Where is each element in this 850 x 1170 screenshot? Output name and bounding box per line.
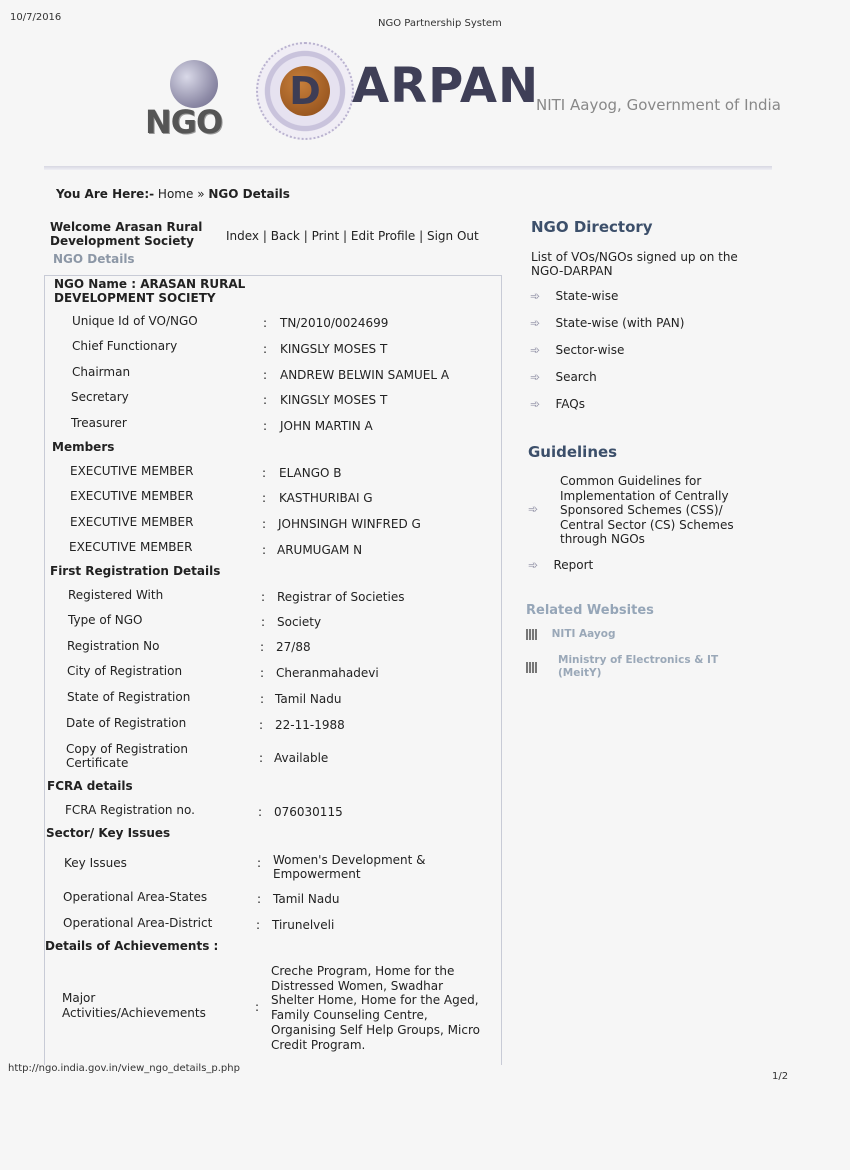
directory-item-state-wise-pan[interactable] (530, 316, 684, 330)
registration-label: Registered With (68, 588, 164, 602)
breadcrumb-current: NGO Details (208, 187, 290, 201)
members-heading: Members (52, 440, 115, 454)
related-link-meity[interactable]: Ministry of Electronics & IT (MeitY) (558, 654, 719, 679)
fcra-label: FCRA Registration no. (65, 803, 195, 817)
print-date: 10/7/2016 (10, 12, 62, 23)
sector-value: Women's Development & Empowerment (273, 853, 426, 881)
qr-icon (526, 629, 537, 640)
member-label: EXECUTIVE MEMBER (70, 515, 194, 529)
guidelines-item-label[interactable]: Report (553, 558, 594, 572)
related-websites-title: Related Websites (526, 603, 654, 618)
row-colon: : (263, 342, 268, 356)
sign-out-link[interactable]: Sign Out (426, 229, 479, 243)
page-number: 1/2 (772, 1071, 789, 1082)
official-value: TN/2010/0024699 (280, 316, 389, 330)
registration-value: Society (277, 615, 322, 629)
row-colon: : (262, 517, 267, 531)
directory-description: List of VOs/NGOs signed up on the NGO-DARPAN (531, 250, 738, 278)
arrow-icon: ➾ (530, 343, 541, 357)
page-url: http://ngo.india.gov.in/view_ngo_details_p.php (8, 1063, 240, 1074)
directory-item-label[interactable]: Search (555, 370, 597, 384)
related-link-label[interactable]: NITI Aayog (551, 628, 616, 640)
member-value: KASTHURIBAI G (279, 491, 373, 505)
official-label: Treasurer (71, 416, 127, 430)
registration-label: Date of Registration (66, 716, 187, 730)
row-colon: : (257, 856, 262, 870)
arrow-icon: ➾ (530, 316, 541, 330)
row-colon: : (255, 1000, 260, 1014)
breadcrumb (56, 187, 290, 201)
member-label: EXECUTIVE MEMBER (69, 540, 193, 554)
darpan-logo-text: ARPAN (352, 58, 540, 114)
registration-label: Copy of Registration Certificate (66, 742, 188, 770)
directory-item-label[interactable]: State-wise (555, 289, 619, 303)
top-links (226, 229, 479, 243)
directory-item-label[interactable]: Sector-wise (555, 343, 625, 357)
official-value: KINGSLY MOSES T (280, 393, 388, 407)
registration-value: Available (274, 751, 329, 765)
official-value: JOHN MARTIN A (280, 419, 373, 433)
registration-label: Type of NGO (68, 613, 143, 627)
row-colon: : (259, 751, 264, 765)
registration-value: 27/88 (276, 640, 311, 654)
directory-title: NGO Directory (531, 218, 653, 236)
official-label: Unique Id of VO/NGO (72, 314, 198, 328)
darpan-emblem (256, 42, 354, 140)
guidelines-title: Guidelines (528, 443, 618, 461)
member-value: JOHNSINGH WINFRED G (278, 517, 421, 531)
arrow-icon: ➾ (530, 370, 541, 384)
link-separator: | (262, 229, 267, 243)
member-label: EXECUTIVE MEMBER (70, 489, 194, 503)
ngo-logo-text: NGO (145, 103, 223, 141)
fcra-value: 076030115 (274, 805, 343, 819)
welcome-text: Welcome Arasan Rural Development Society (50, 220, 203, 248)
registration-label: Registration No (67, 639, 160, 653)
row-colon: : (261, 615, 266, 629)
directory-item-state-wise[interactable] (530, 289, 618, 303)
breadcrumb-separator: » (197, 187, 205, 201)
ngo-name: NGO Name : ARASAN RURAL DEVELOPMENT SOCIETY (54, 277, 246, 305)
print-link[interactable]: Print (311, 229, 340, 243)
row-colon: : (256, 918, 261, 932)
back-link[interactable]: Back (270, 229, 300, 243)
edit-profile-link[interactable]: Edit Profile (350, 229, 416, 243)
link-separator: | (343, 229, 348, 243)
sector-label: Operational Area-District (63, 916, 213, 930)
darpan-emblem-letter: D (280, 66, 330, 116)
row-colon: : (263, 393, 268, 407)
directory-item-sector-wise[interactable] (530, 343, 624, 357)
row-colon: : (260, 640, 265, 654)
directory-item-label[interactable]: State-wise (with PAN) (555, 316, 685, 330)
row-colon: : (263, 316, 268, 330)
breadcrumb-prefix: You Are Here:- (56, 187, 155, 201)
member-value: ARUMUGAM N (277, 543, 363, 557)
link-separator: | (419, 229, 424, 243)
registration-value: Tamil Nadu (275, 692, 342, 706)
row-colon: : (259, 718, 264, 732)
arrow-icon: ➾ (530, 289, 541, 303)
directory-item-label[interactable]: FAQs (555, 397, 585, 411)
link-separator: | (303, 229, 308, 243)
fcra-heading: FCRA details (47, 779, 133, 793)
sector-value: Tamil Nadu (273, 892, 340, 906)
index-link[interactable]: Index (226, 229, 260, 243)
row-colon: : (263, 419, 268, 433)
row-colon: : (261, 590, 266, 604)
registration-label: State of Registration (67, 690, 191, 704)
sector-label: Operational Area-States (63, 890, 208, 904)
row-colon: : (258, 805, 263, 819)
section-title: NGO Details (53, 252, 135, 266)
registration-value: 22-11-1988 (275, 718, 345, 732)
row-colon: : (263, 368, 268, 382)
row-colon: : (260, 666, 265, 680)
arrow-icon: ➾ (528, 558, 539, 572)
directory-item-search[interactable] (530, 370, 597, 384)
row-colon: : (262, 543, 267, 557)
sector-value: Tirunelveli (272, 918, 335, 932)
arrow-icon: ➾ (530, 397, 541, 411)
official-label: Chairman (72, 365, 131, 379)
row-colon: : (260, 692, 265, 706)
guidelines-item-report[interactable] (528, 558, 593, 572)
sector-label: Key Issues (64, 856, 127, 870)
official-label: Secretary (71, 390, 129, 404)
header-divider (44, 166, 772, 170)
ngo-logo[interactable] (140, 60, 240, 140)
print-title: NGO Partnership System (378, 18, 502, 29)
member-label: EXECUTIVE MEMBER (70, 464, 194, 478)
registration-label: City of Registration (67, 664, 183, 678)
achievements-label: Major Activities/Achievements (62, 991, 206, 1020)
directory-item-faqs[interactable] (530, 397, 585, 411)
registration-heading: First Registration Details (50, 564, 221, 578)
breadcrumb-home[interactable]: Home (157, 187, 194, 201)
qr-icon (526, 657, 537, 676)
globe-icon (170, 60, 218, 108)
row-colon: : (262, 491, 267, 505)
tagline: NITI Aayog, Government of India (536, 96, 781, 114)
row-colon: : (257, 892, 262, 906)
related-link-niti[interactable] (526, 628, 616, 640)
registration-value: Cheranmahadevi (276, 666, 379, 680)
registration-value: Registrar of Societies (277, 590, 405, 604)
member-value: ELANGO B (279, 466, 342, 480)
official-label: Chief Functionary (72, 339, 178, 353)
achievements-value: Creche Program, Home for the Distressed Women, Swadhar Shelter Home, Home for the Aged, Family Counseling Centre, Organising Self Help Groups, Micro Credit Program. (271, 964, 480, 1052)
official-value: KINGSLY MOSES T (280, 342, 388, 356)
sector-heading: Sector/ Key Issues (46, 826, 171, 840)
guidelines-item-css[interactable]: Common Guidelines for Implementation of Centrally Sponsored Schemes (CSS)/ Central Sector (CS) Schemes through NGOs (560, 474, 734, 546)
official-value: ANDREW BELWIN SAMUEL A (280, 368, 450, 382)
row-colon: : (262, 466, 267, 480)
arrow-icon: ➾ (528, 502, 539, 516)
achievements-heading: Details of Achievements : (45, 939, 219, 953)
